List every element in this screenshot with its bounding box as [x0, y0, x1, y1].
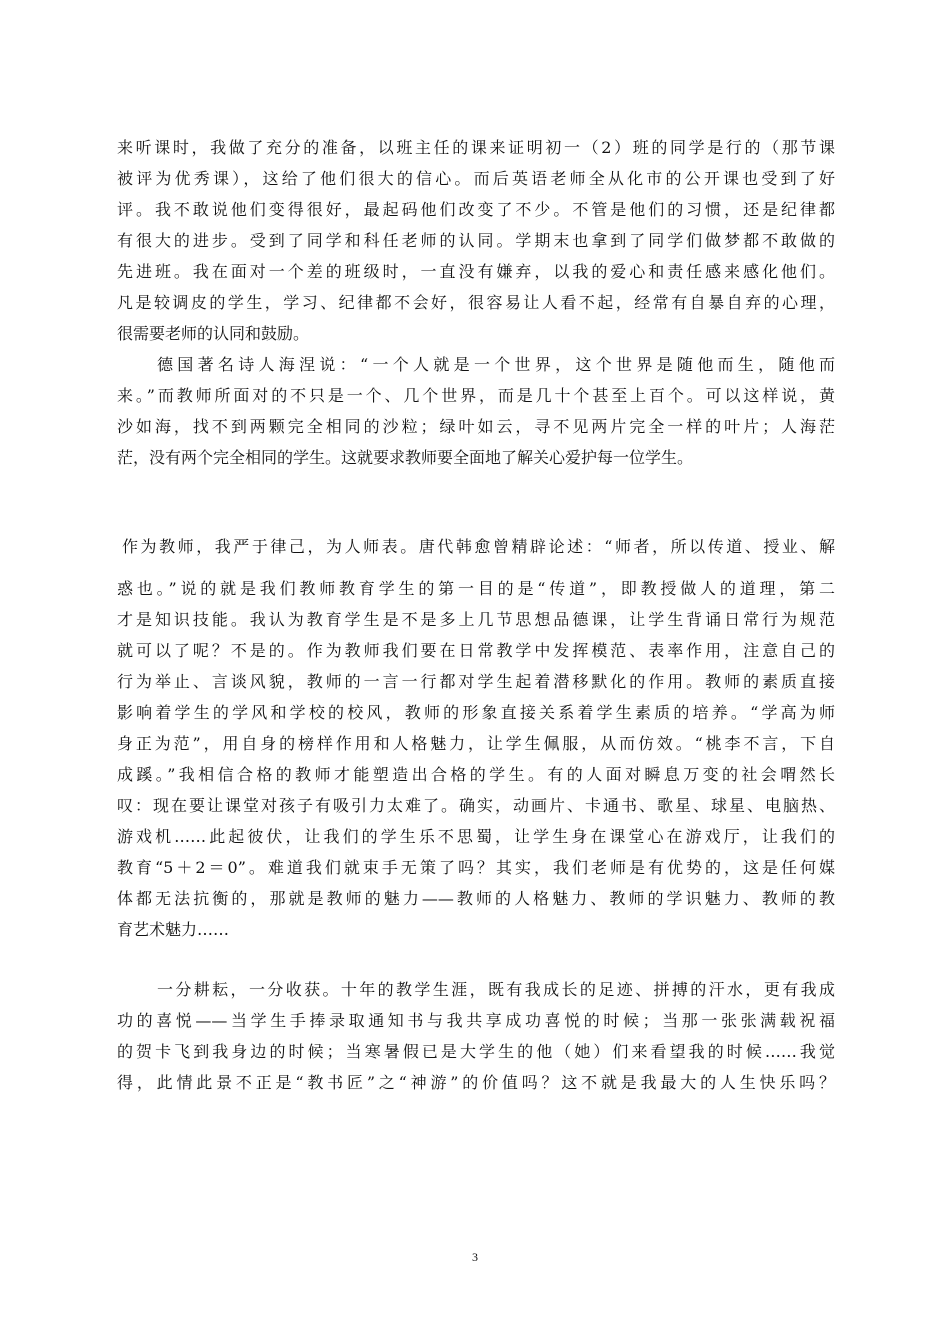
- text-line: 育艺术魅力……: [117, 920, 230, 939]
- text-line: 就可以了呢？不是的。作为教师我们要在日常教学中发挥模范、表率作用，注意自己的: [117, 641, 835, 660]
- text-line: 先进班。我在面对一个差的班级时，一直没有嫌弃，以我的爱心和责任感来感化他们。: [117, 262, 835, 281]
- text-line: 影响着学生的学风和学校的校风，教师的形象直接关系着学生素质的培养。“学高为师: [117, 703, 835, 722]
- text-line: 被评为优秀课），这给了他们很大的信心。而后英语老师全从化市的公开课也受到了好: [117, 169, 835, 188]
- text-line: 得，此情此景不正是“教书匠”之“神游”的价值吗？这不就是我最大的人生快乐吗？: [117, 1073, 835, 1092]
- text-line: 德国著名诗人海涅说：“一个人就是一个世界，这个世界是随他而生，随他而: [157, 355, 835, 374]
- text-line: 有很大的进步。受到了同学和科任老师的认同。学期末也拿到了同学们做梦都不敢做的: [117, 231, 835, 250]
- text-line: 惑也。”说的就是我们教师教育学生的第一目的是“传道”，即教授做人的道理，第二: [117, 579, 835, 598]
- text-line: 身正为范”，用自身的榜样作用和人格魅力，让学生佩服，从而仿效。“桃李不言，下自: [117, 734, 835, 753]
- text-line: 成蹊。”我相信合格的教师才能塑造出合格的学生。有的人面对瞬息万变的社会喟然长: [117, 765, 835, 784]
- text-line: 沙如海，找不到两颗完全相同的沙粒；绿叶如云，寻不见两片完全一样的叶片；人海茫: [117, 417, 835, 436]
- text-line: 来听课时，我做了充分的准备，以班主任的课来证明初一（2）班的同学是行的（那节课: [117, 138, 835, 157]
- text-line: 教育“5＋2＝0”。难道我们就束手无策了吗？其实，我们老师是有优势的，这是任何媒: [117, 858, 835, 877]
- text-line: 来。”而教师所面对的不只是一个、几个世界，而是几十个甚至上百个。可以这样说，黄: [117, 386, 835, 405]
- text-line: 才是知识技能。我认为教育学生是不是多上几节思想品德课，让学生背诵日常行为规范: [117, 610, 835, 629]
- text-line: 评。我不敢说他们变得很好，最起码他们改变了不少。不管是他们的习惯，还是纪律都: [117, 200, 835, 219]
- text-line: 功的喜悦——当学生手捧录取通知书与我共享成功喜悦的时候；当那一张张满载祝福: [117, 1011, 835, 1030]
- text-line: 行为举止、言谈风貌，教师的一言一行都对学生起着潜移默化的作用。教师的素质直接: [117, 672, 835, 691]
- text-line: 作为教师，我严于律己，为人师表。唐代韩愈曾精辟论述：“师者，所以传道、授业、解: [122, 537, 835, 556]
- text-line: 茫，没有两个完全相同的学生。这就要求教师要全面地了解关心爱护每一位学生。: [117, 448, 694, 467]
- text-line: 一分耕耘，一分收获。十年的教学生涯，既有我成长的足迹、拼搏的汗水，更有我成: [157, 980, 835, 999]
- text-line: 凡是较调皮的学生，学习、纪律都不会好，很容易让人看不起，经常有自暴自弃的心理，: [117, 293, 835, 312]
- text-line: 的贺卡飞到我身边的时候；当寒暑假已是大学生的他（她）们来看望我的时候……我觉: [117, 1042, 835, 1061]
- page-number: 3: [472, 1250, 478, 1264]
- text-line: 体都无法抗衡的，那就是教师的魅力——教师的人格魅力、教师的学识魅力、教师的教: [117, 889, 835, 908]
- text-line: 游戏机……此起彼伏，让我们的学生乐不思蜀，让学生身在课堂心在游戏厅，让我们的: [117, 827, 835, 846]
- text-line: 很需要老师的认同和鼓励。: [117, 324, 310, 343]
- text-line: 叹：现在要让课堂对孩子有吸引力太难了。确实，动画片、卡通书、歌星、球星、电脑热、: [117, 796, 835, 815]
